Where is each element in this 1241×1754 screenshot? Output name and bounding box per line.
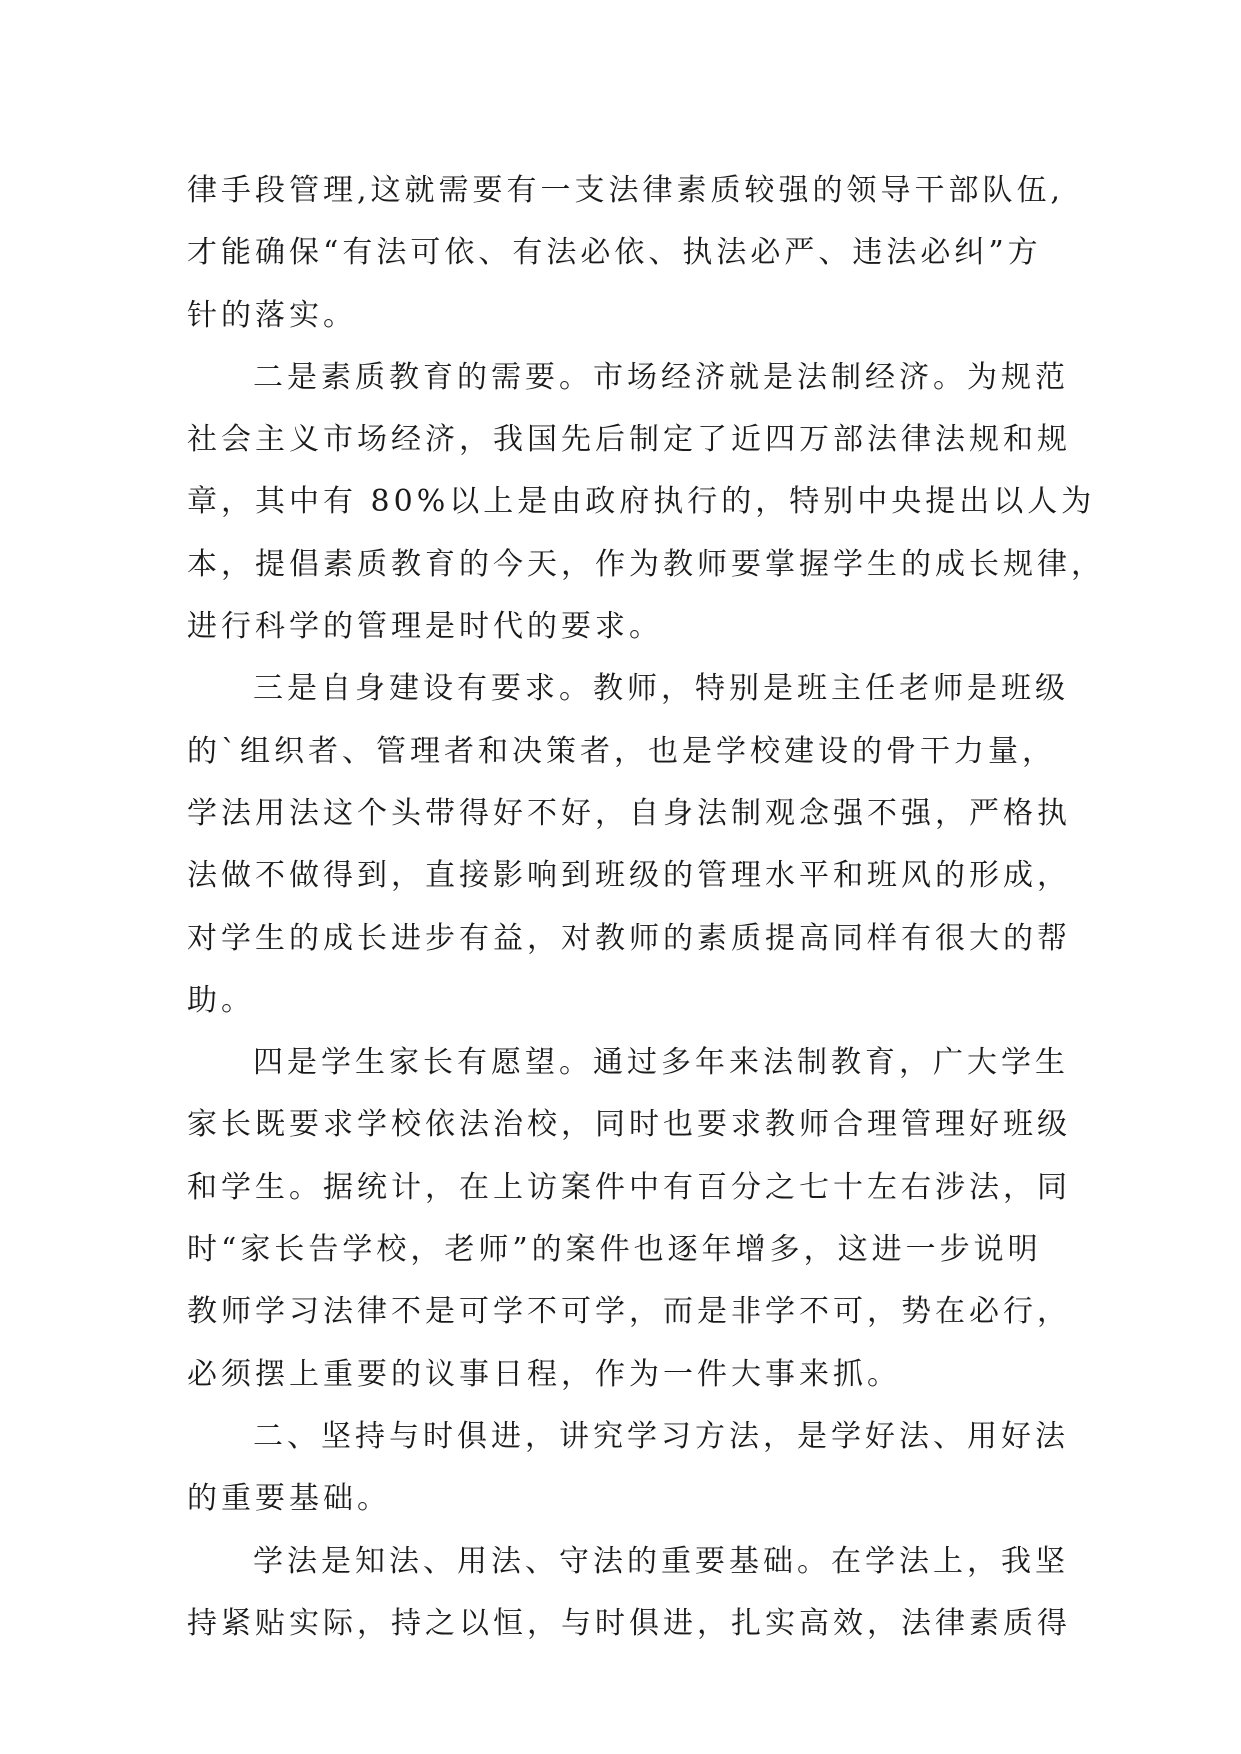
text-line: 时“家长告学校，老师”的案件也逐年增多，这进一步说明: [187, 1232, 1042, 1268]
text-line: 律手段管理,这就需要有一支法律素质较强的领导干部队伍,: [187, 173, 1065, 208]
text-line: 教师学习法律不是可学不可学，而是非学不可，势在必行，: [187, 1294, 1071, 1330]
text-line: 进行科学的管理是时代的要求。: [187, 609, 663, 645]
text-line: 的重要基础。: [187, 1481, 391, 1517]
text-line: 的`组织者、管理者和决策者，也是学校建设的骨干力量，: [187, 733, 1056, 769]
text-line: 和学生。据统计，在上访案件中有百分之七十左右涉法，同: [187, 1169, 1071, 1205]
text-line: 学法用法这个头带得好不好，自身法制观念强不强，严格执: [187, 795, 1071, 831]
paragraph-first-line: 四是学生家长有愿望。通过多年来法制教育，广大学生: [253, 1045, 1069, 1081]
paragraph-first-line: 二是素质教育的需要。市场经济就是法制经济。为规范: [253, 359, 1069, 395]
section-heading: 二、坚持与时俱进，讲究学习方法，是学好法、用好法: [253, 1418, 1069, 1454]
text-line: 针的落实。: [187, 297, 357, 333]
paragraph-first-line: 学法是知法、用法、守法的重要基础。在学法上，我坚: [253, 1543, 1069, 1579]
text-line: 本，提倡素质教育的今天，作为教师要掌握学生的成长规律，: [187, 546, 1105, 582]
text-line: 家长既要求学校依法治校，同时也要求教师合理管理好班级: [187, 1107, 1071, 1143]
text-line: 才能确保“有法可依、有法必依、执法必严、违法必纠”方: [187, 235, 1042, 271]
text-line: 法做不做得到，直接影响到班级的管理水平和班风的形成，: [187, 858, 1071, 894]
text-line: 持紧贴实际，持之以恒，与时俱进，扎实高效，法律素质得: [187, 1605, 1071, 1641]
text-line: 助。: [187, 982, 255, 1018]
text-line: 对学生的成长进步有益，对教师的素质提高同样有很大的帮: [187, 920, 1071, 956]
text-line: 必须摆上重要的议事日程，作为一件大事来抓。: [187, 1356, 901, 1392]
text-line: 社会主义市场经济，我国先后制定了近四万部法律法规和规: [187, 422, 1071, 458]
paragraph-first-line: 三是自身建设有要求。教师，特别是班主任老师是班级: [253, 671, 1069, 707]
text-line: 章，其中有 80%以上是由政府执行的，特别中央提出以人为: [187, 484, 1096, 520]
body-text: [187, 160, 1105, 1655]
